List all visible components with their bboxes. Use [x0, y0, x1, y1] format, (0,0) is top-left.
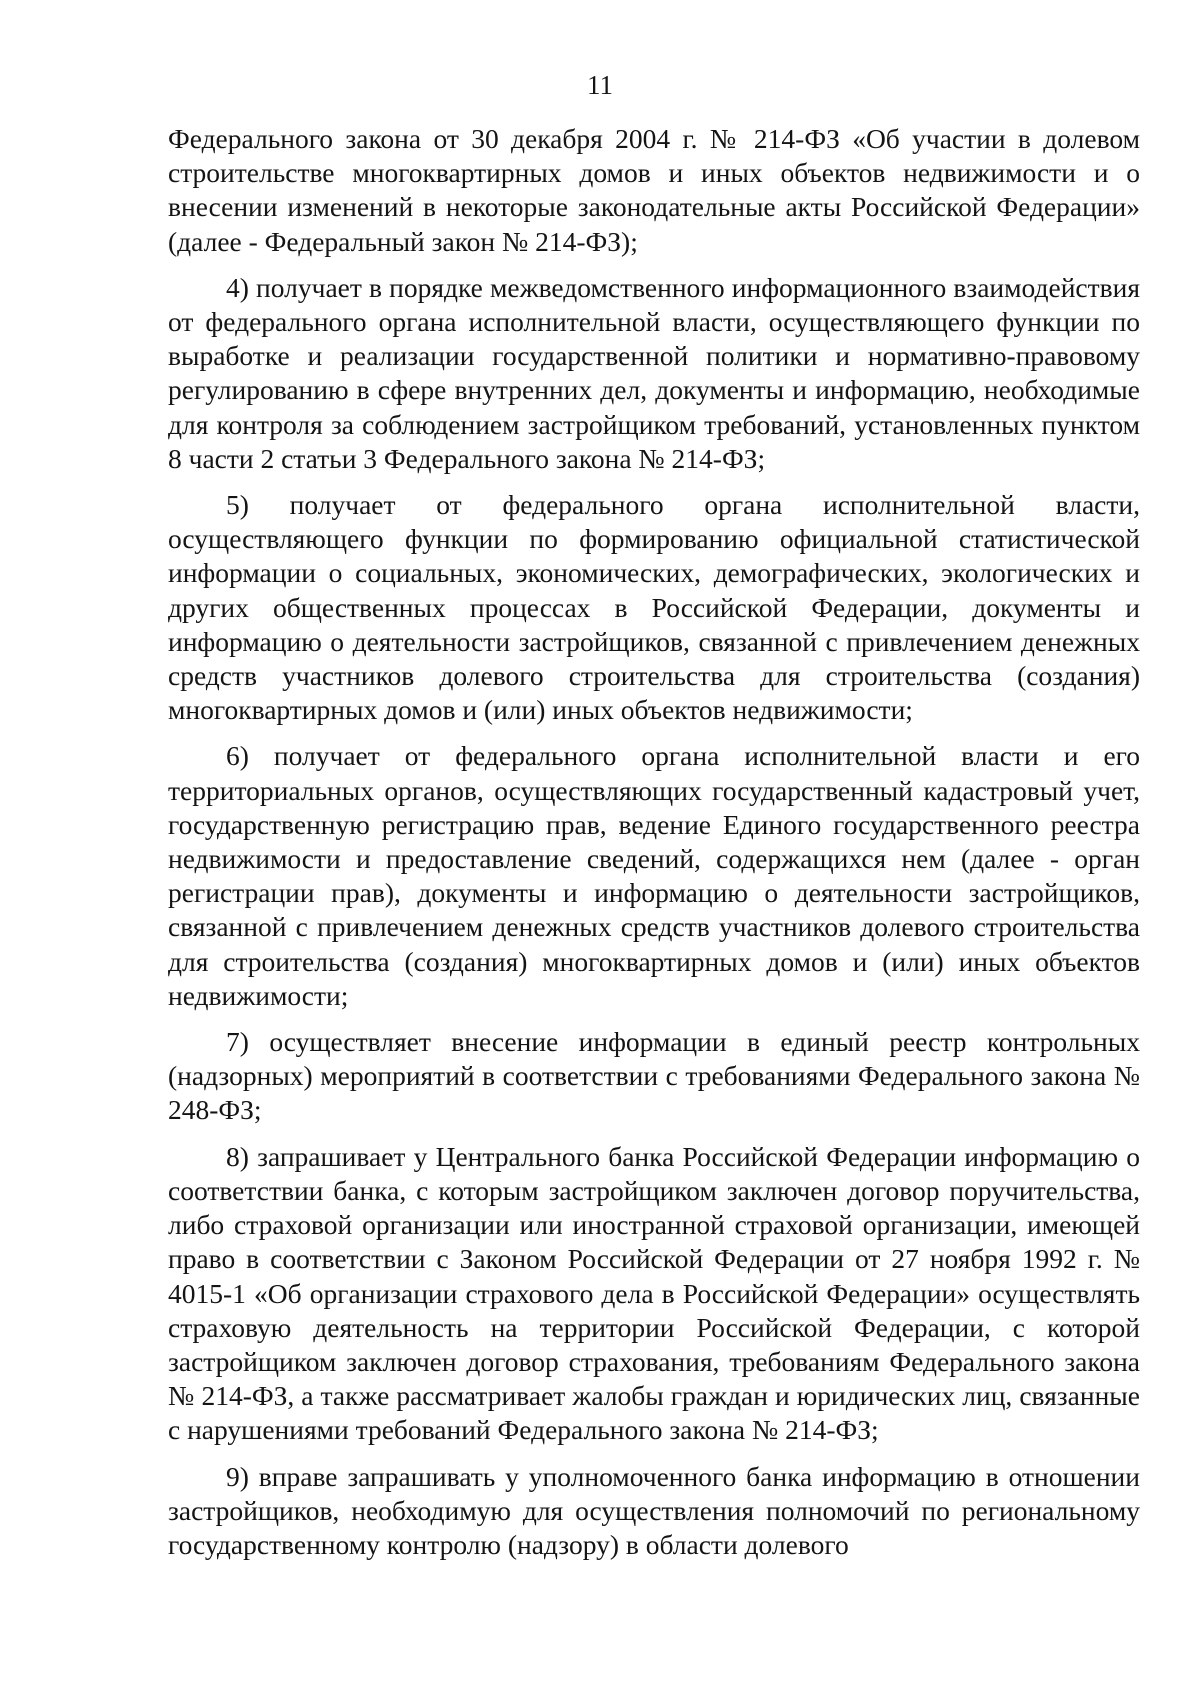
list-item-7: 7) осуществляет внесение информации в единый реестр контрольных (надзорных) мероприятий в соответствии с требованиями Федерального закона № 248-ФЗ; [168, 1026, 1140, 1126]
page-number: 11 [587, 70, 613, 100]
list-item-8: 8) запрашивает у Центрального банка Российской Федерации информацию о соответствии банка, с которым застройщиком заключен договор поручительства, либо страховой организации или иностранной страховой организации, имеющей право в соответствии с Законом Российской Федерации от 27 ноября 1992 г. № 4015-1 «Об организации страхового дела в Российской Федерации» осуществлять страховую деятельность на территории Российской Федерации, с которой застройщиком заключен договор страхования, требованиям Федерального закона № 214-ФЗ, а также рассматривает жалобы граждан и юридических лиц, связанные с нарушениями требований Федерального закона № 214-ФЗ; [168, 1140, 1140, 1446]
list-item-5: 5) получает от федерального органа исполнительной власти, осуществляющего функции по формированию официальной статистической информации о социальных, экономических, демографических, экологических и других общественных процессах в Российской Федерации, документы и информацию о деятельности застройщиков, связанной с привлечением денежных средств участников долевого строительства для строительства (создания) многоквартирных домов и (или) иных объектов недвижимости; [168, 489, 1140, 726]
list-item-4: 4) получает в порядке межведомственного информационного взаимодействия от федерального органа исполнительной власти, осуществляющего функции по выработке и реализации государственной политики и нормативно-правовому регулированию в сфере внутренних дел, документы и информацию, необходимые для контроля за соблюдением застройщиком требований, установленных пунктом 8 части 2 статьи 3 Федерального закона № 214-ФЗ; [168, 271, 1140, 474]
document-body [168, 122, 1140, 1574]
paragraph-continued: Федерального закона от 30 декабря 2004 г. № 214-ФЗ «Об участии в долевом строительстве многоквартирных домов и иных объектов недвижимости и о внесении изменений в некоторые законодательные акты Российской Федерации» (далее - Федеральный закон № 214-ФЗ); [168, 123, 1140, 257]
list-item-9: 9) вправе запрашивать у уполномоченного банка информацию в отношении застройщиков, необходимую для осуществления полномочий по региональному государственному контролю (надзору) в области долевого [168, 1460, 1140, 1560]
list-item-6: 6) получает от федерального органа исполнительной власти и его территориальных органов, осуществляющих государственный кадастровый учет, государственную регистрацию прав, ведение Единого государственного реестра недвижимости и предоставление сведений, содержащихся нем (далее - орган регистрации прав), документы и информацию о деятельности застройщиков, связанной с привлечением денежных средств участников долевого строительства для строительства (создания) многоквартирных домов и (или) иных объектов недвижимости; [168, 740, 1140, 1011]
